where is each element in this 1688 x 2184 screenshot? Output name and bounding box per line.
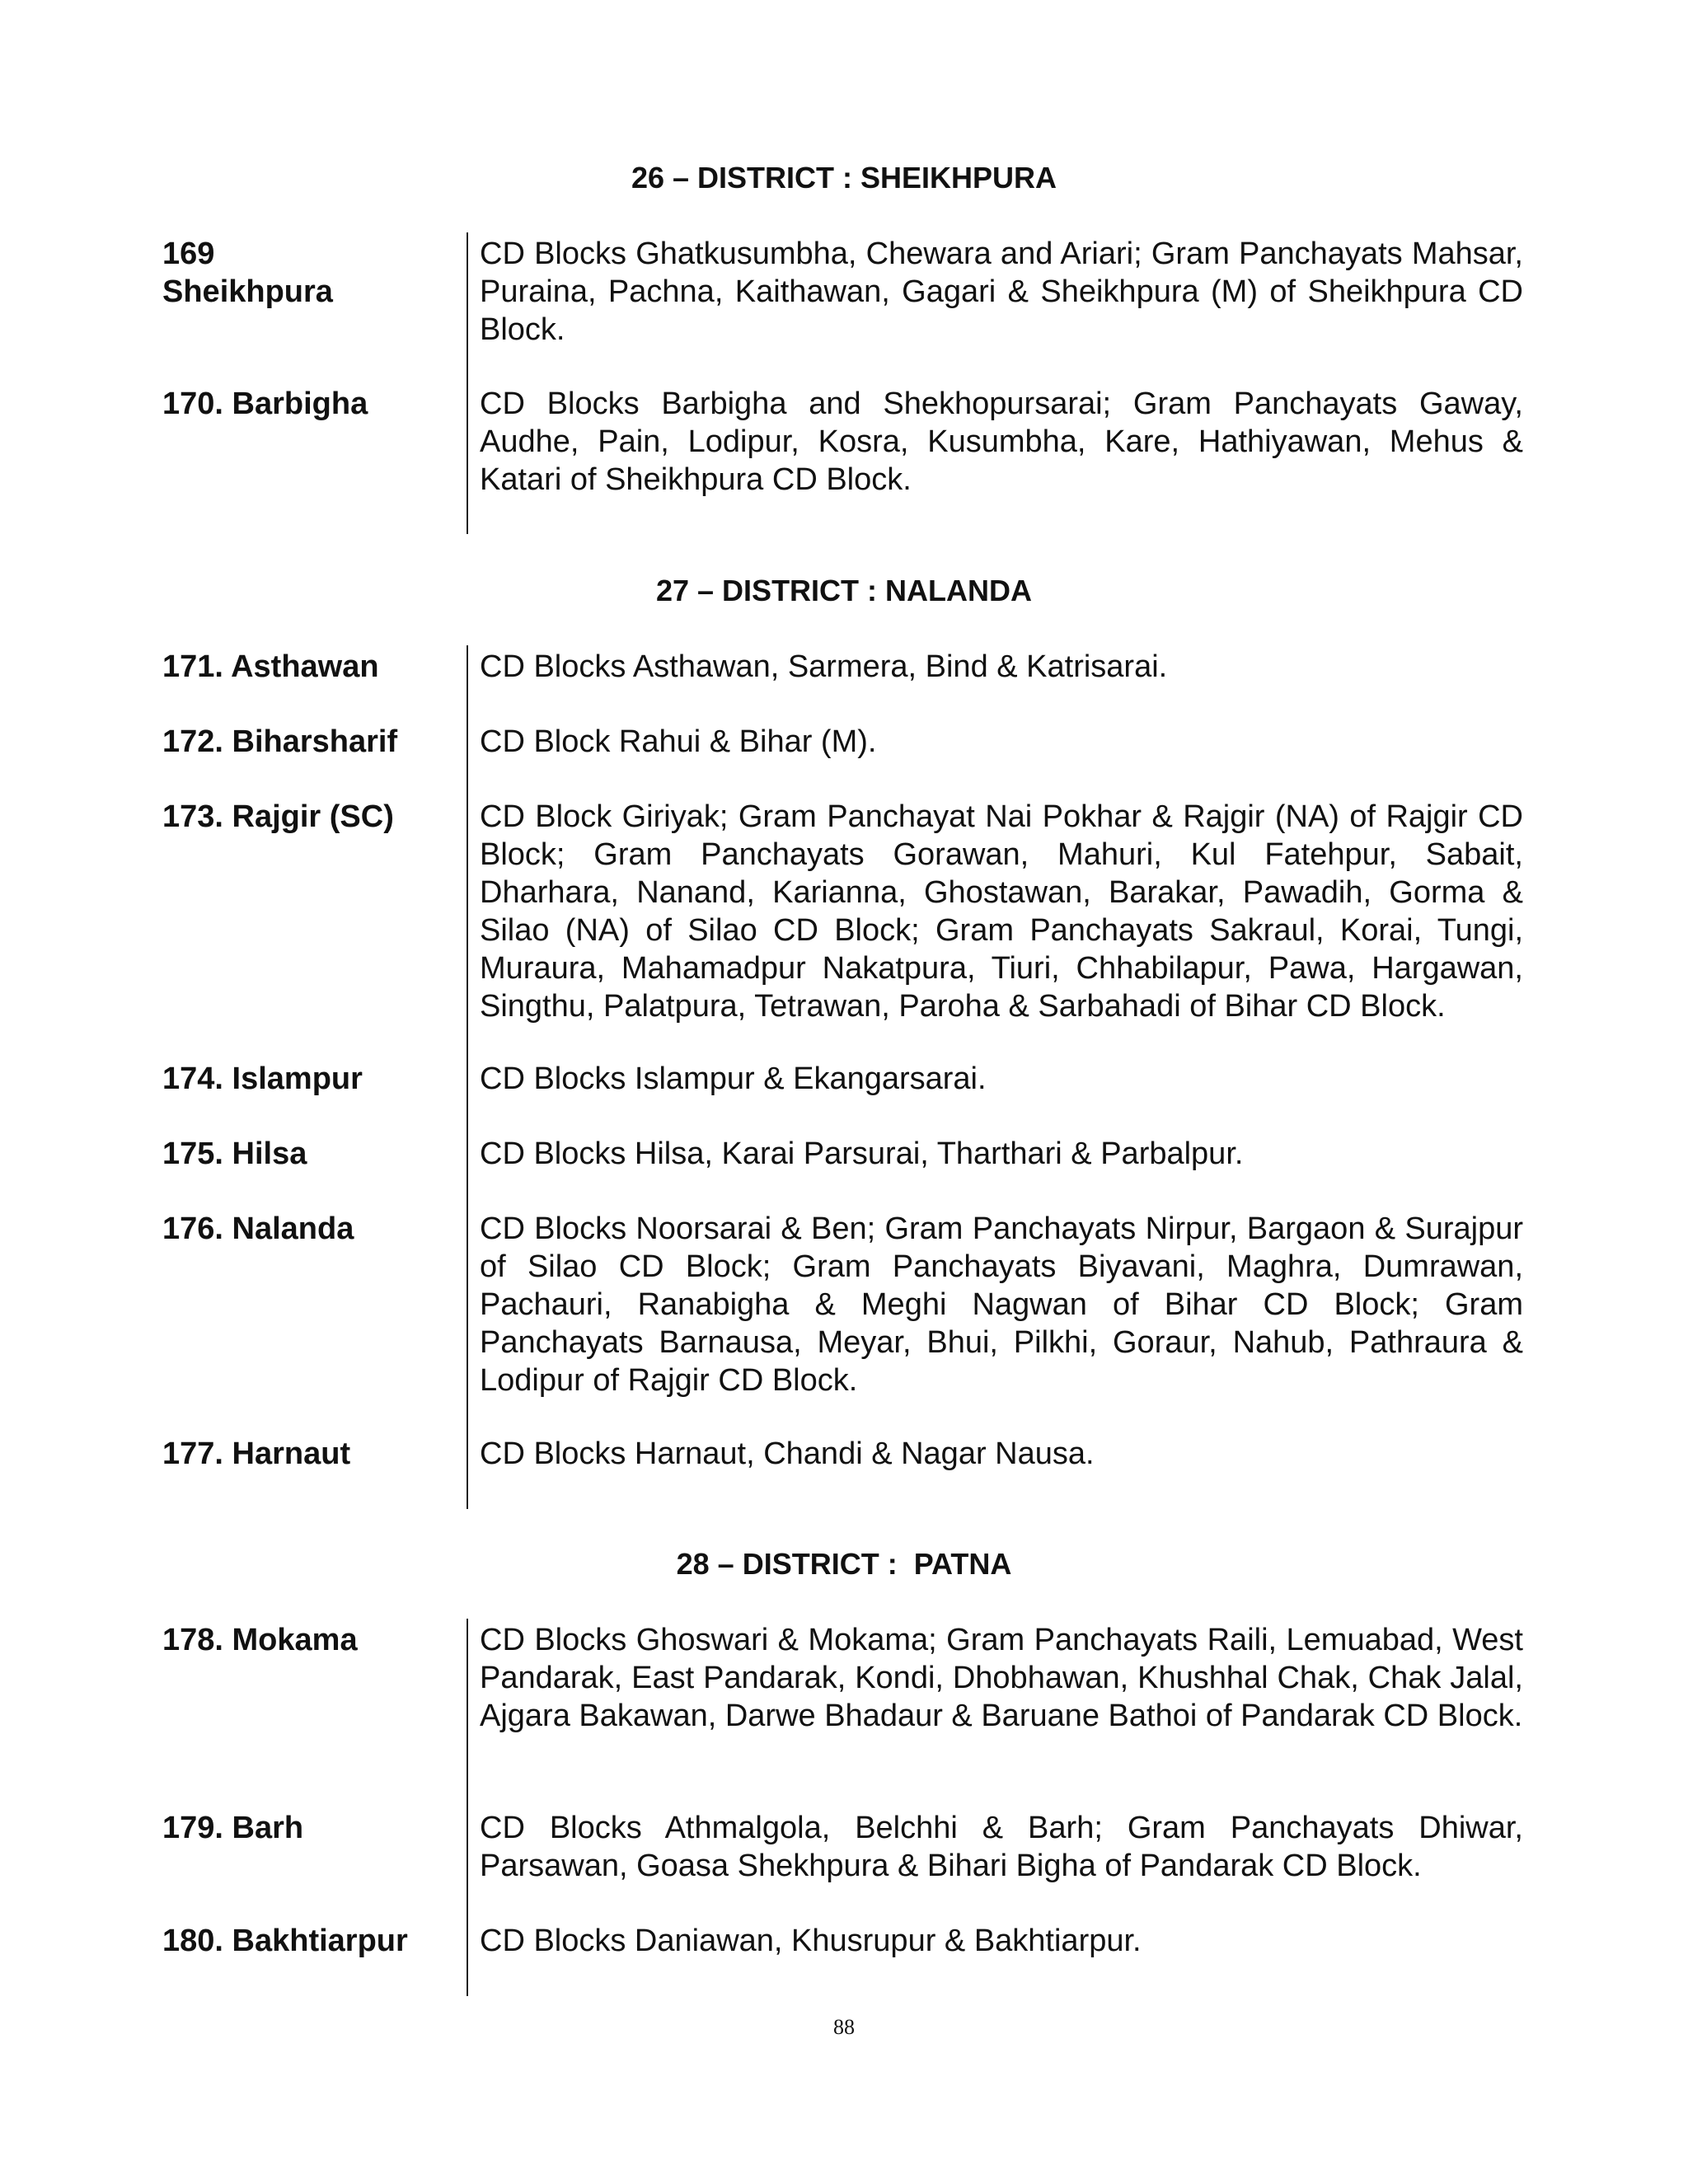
constituency-label: 180. Bakhtiarpur — [162, 1924, 408, 1958]
constituency-description: CD Block Rahui & Bihar (M). — [480, 724, 877, 759]
constituency-label: 176. Nalanda — [162, 1212, 354, 1246]
constituency-label: 172. Biharsharif — [162, 724, 398, 759]
constituency-description: CD Blocks Ghoswari & Mokama; Gram Panchayats Raili, Lemuabad, West Pandarak, East Pandarak, Kondi, Dhobhawan, Khushhal Chak, Chak Jalal, Ajgara Bakawan, Darwe Bhadaur & Baruane Bathoi of Pandarak CD Block. — [480, 1623, 1523, 1733]
constituency-label: 178. Mokama — [162, 1623, 358, 1657]
constituency-description: CD Blocks Athmalgola, Belchhi & Barh; Gram Panchayats Dhiwar, Parsawan, Goasa Shekhpura & Bihari Bigha of Pandarak CD Block. — [480, 1811, 1523, 1883]
constituency-label: 173. Rajgir (SC) — [162, 799, 394, 834]
page-number: 88 — [833, 2015, 855, 2039]
constituency-description: CD Blocks Asthawan, Sarmera, Bind & Katrisarai. — [480, 649, 1168, 684]
district-heading: 27 – DISTRICT : NALANDA — [655, 574, 1033, 607]
district-heading: 26 – DISTRICT : SHEIKHPURA — [631, 161, 1057, 194]
column-divider — [467, 1619, 468, 1996]
constituency-description: CD Blocks Islampur & Ekangarsarai. — [480, 1062, 987, 1096]
constituency-label: 175. Hilsa — [162, 1137, 307, 1171]
constituency-description: CD Blocks Ghatkusumbha, Chewara and Ariari; Gram Panchayats Mahsar, Puraina, Pachna, Kaithawan, Gagari & Sheikhpura (M) of Sheikhpura CD Block. — [480, 237, 1523, 347]
district-heading: 28 – DISTRICT : PATNA — [676, 1547, 1012, 1581]
constituency-label: 169 Sheikhpura — [162, 237, 333, 309]
constituency-description: CD Blocks Harnaut, Chandi & Nagar Nausa. — [480, 1436, 1095, 1471]
constituency-description: CD Blocks Hilsa, Karai Parsurai, Tharthari & Parbalpur. — [480, 1137, 1244, 1171]
column-divider — [467, 645, 468, 1509]
constituency-description: CD Blocks Barbigha and Shekhopursarai; Gram Panchayats Gaway, Audhe, Pain, Lodipur, Kosra, Kusumbha, Kare, Hathiyawan, Mehus & Katari of Sheikhpura CD Block. — [480, 387, 1523, 497]
constituency-label: 171. Asthawan — [162, 649, 379, 684]
constituency-label: 170. Barbigha — [162, 387, 368, 421]
column-divider — [467, 232, 468, 534]
constituency-label: 174. Islampur — [162, 1062, 363, 1096]
constituency-description: CD Blocks Noorsarai & Ben; Gram Panchayats Nirpur, Bargaon & Surajpur of Silao CD Block; Gram Panchayats Biyavani, Maghra, Dumrawan, Pachauri, Ranabigha & Meghi Nagwan of Bihar CD Block; Gram Panchayats Barnausa, Meyar, Bhui, Pilkhi, Goraur, Nahub, Pathraura & Lodipur of Rajgir CD Block. — [480, 1212, 1523, 1398]
constituency-label: 179. Barh — [162, 1811, 304, 1845]
constituency-description: CD Block Giriyak; Gram Panchayat Nai Pokhar & Rajgir (NA) of Rajgir CD Block; Gram Panchayats Gorawan, Mahuri, Kul Fatehpur, Sabait, Dharhara, Nanand, Karianna, Ghostawan, Barakar, Pawadih, Gorma & Silao (NA) of Silao CD Block; Gram Panchayats Sakraul, Korai, Tungi, Muraura, Mahamadpur Nakatpura, Tiuri, Chhabilapur, Pawa, Hargawan, Singthu, Palatpura, Tetrawan, Paroha & Sarbahadi of Bihar CD Block. — [480, 799, 1523, 1024]
constituency-label: 177. Harnaut — [162, 1436, 351, 1471]
constituency-description: CD Blocks Daniawan, Khusrupur & Bakhtiarpur. — [480, 1924, 1142, 1958]
